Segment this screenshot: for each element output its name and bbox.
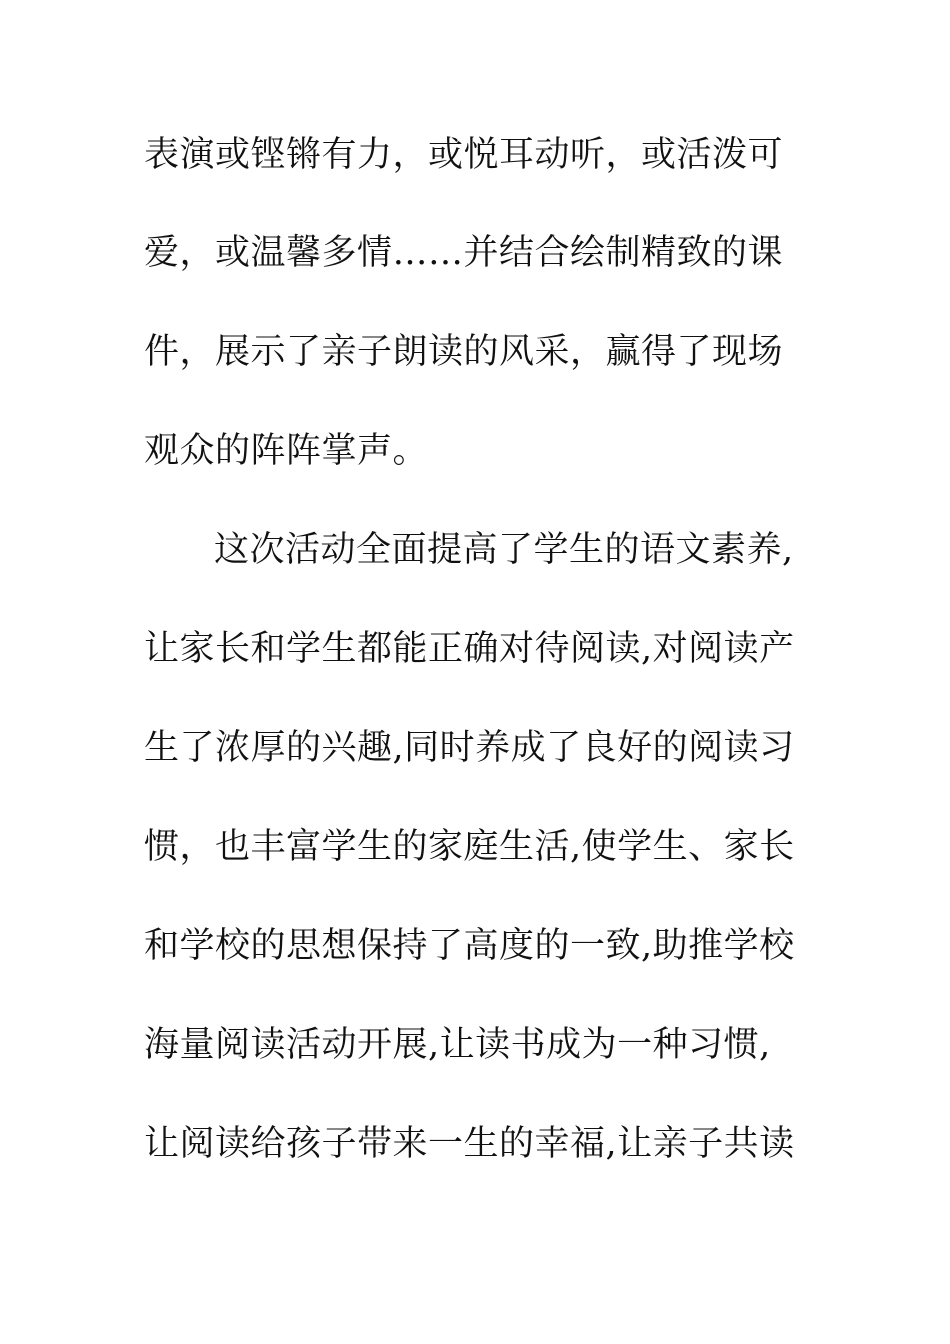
- text-line: 生了浓厚的兴趣,同时养成了良好的阅读习: [144, 728, 795, 768]
- text-line: 惯，也丰富学生的家庭生活,使学生、家长: [144, 827, 795, 867]
- text-line: 海量阅读活动开展,让读书成为一种习惯,: [144, 1025, 771, 1065]
- text-line: 让阅读给孩子带来一生的幸福,让亲子共读: [144, 1124, 795, 1164]
- text-line: 爱，或温馨多情……并结合绘制精致的课: [144, 233, 784, 273]
- text-line: 观众的阵阵掌声。: [144, 431, 429, 471]
- text-line: 让家长和学生都能正确对待阅读,对阅读产: [144, 629, 795, 669]
- text-line: 表演或铿锵有力，或悦耳动听，或活泼可: [144, 135, 784, 175]
- text-line: 件，展示了亲子朗读的风采，赢得了现场: [144, 332, 784, 372]
- paragraph-first-line: 这次活动全面提高了学生的语文素养,: [214, 530, 794, 570]
- text-line: 和学校的思想保持了高度的一致,助推学校: [144, 926, 795, 966]
